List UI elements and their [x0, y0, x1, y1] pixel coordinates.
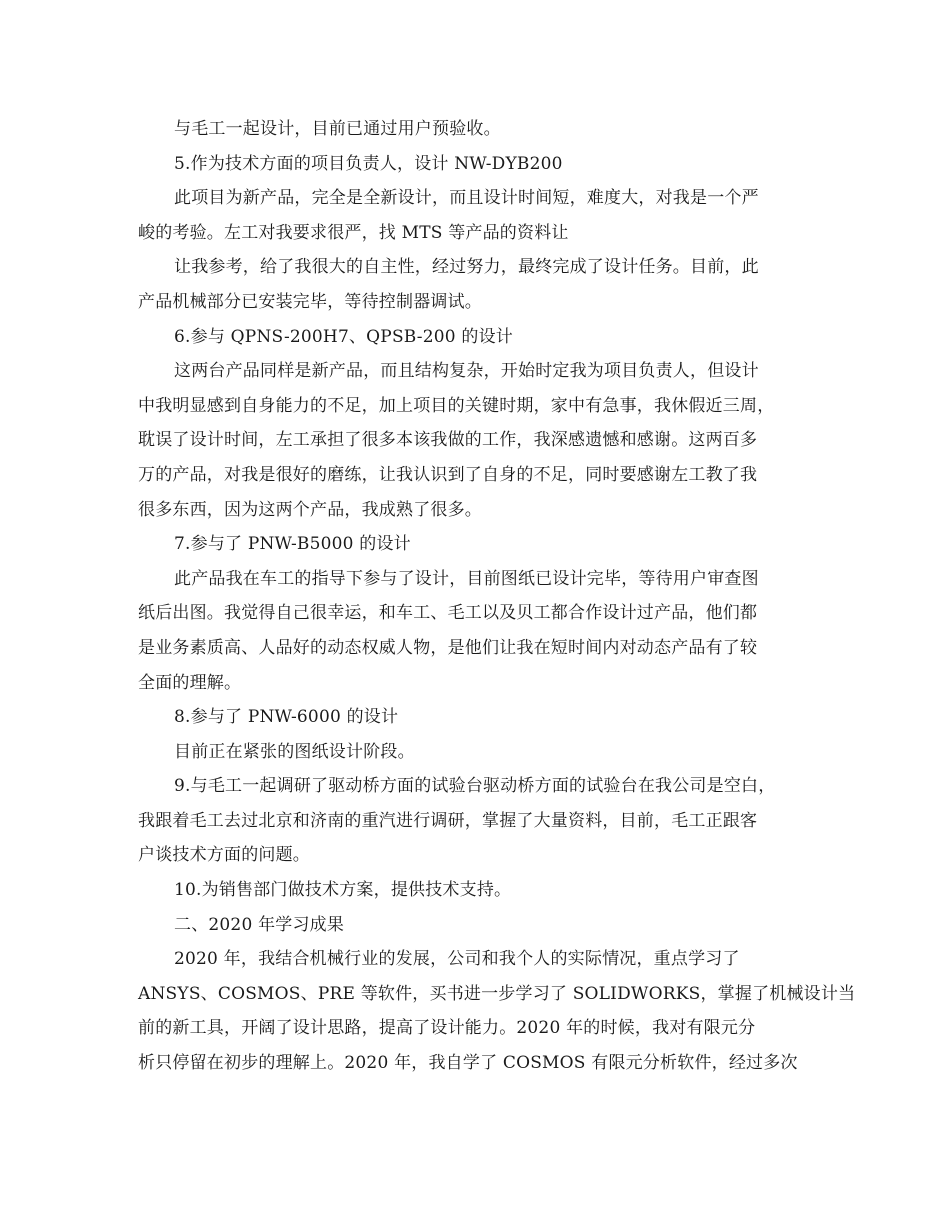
text-line: 6.参与 QPNS-200H7、QPSB-200 的设计 — [174, 326, 514, 347]
text-line: 纸后出图。我觉得自己很幸运，和车工、毛工以及贝工都合作设计过产品，他们都 — [138, 603, 758, 624]
text-line: 全面的理解。 — [138, 672, 242, 693]
document-page — [138, 112, 856, 1081]
text-line: 让我参考，给了我很大的自主性，经过努力，最终完成了设计任务。目前，此 — [174, 257, 759, 278]
text-line: 此产品我在车工的指导下参与了设计，目前图纸已设计完毕，等待用户审查图 — [174, 568, 759, 589]
text-line: 2020 年，我结合机械行业的发展，公司和我个人的实际情况，重点学习了 — [174, 949, 740, 970]
text-line: 是业务素质高、人品好的动态权威人物，是他们让我在短时间内对动态产品有了较 — [138, 637, 758, 658]
text-line: 中我明显感到自身能力的不足，加上项目的关键时期，家中有急事，我休假近三周， — [138, 395, 775, 416]
text-line: 前的新工具，开阔了设计思路，提高了设计能力。2020 年的时候，我对有限元分 — [138, 1018, 756, 1039]
text-line: 5.作为技术方面的项目负责人，设计 NW-DYB200 — [174, 153, 563, 174]
text-line: 耽误了设计时间，左工承担了很多本该我做的工作，我深感遗憾和感谢。这两百多 — [138, 430, 758, 451]
text-line: 很多东西，因为这两个产品，我成熟了很多。 — [138, 499, 482, 520]
text-line: 与毛工一起设计，目前已通过用户预验收。 — [174, 119, 501, 139]
text-line: 析只停留在初步的理解上。2020 年，我自学了 COSMOS 有限元分析软件，经过多次 — [138, 1053, 798, 1074]
text-line: 8.参与了 PNW-6000 的设计 — [174, 707, 399, 728]
text-line: 7.参与了 PNW-B5000 的设计 — [174, 534, 411, 555]
text-line: 10.为销售部门做技术方案，提供技术支持。 — [174, 880, 512, 901]
text-line: 户谈技术方面的问题。 — [138, 845, 310, 866]
text-line: 二、2020 年学习成果 — [174, 914, 345, 935]
text-line: 目前正在紧张的图纸设计阶段。 — [174, 741, 415, 762]
text-line: 9.与毛工一起调研了驱动桥方面的试验台驱动桥方面的试验台在我公司是空白， — [174, 776, 776, 797]
text-line: 峻的考验。左工对我要求很严，找 MTS 等产品的资料让 — [138, 222, 569, 243]
text-line: ANSYS、COSMOS、PRE 等软件，买书进一步学习了 SOLIDWORKS，掌握了机械设计当 — [138, 983, 856, 1004]
text-line: 我跟着毛工去过北京和济南的重汽进行调研，掌握了大量资料，目前，毛工正跟客 — [138, 810, 758, 831]
text-line: 万的产品，对我是很好的磨练，让我认识到了自身的不足，同时要感谢左工教了我 — [138, 464, 758, 485]
text-line: 此项目为新产品，完全是全新设计，而且设计时间短，难度大，对我是一个严 — [174, 188, 759, 209]
text-line: 产品机械部分已安装完毕，等待控制器调试。 — [138, 291, 482, 312]
text-line: 这两台产品同样是新产品，而且结构复杂，开始时定我为项目负责人，但设计 — [174, 361, 759, 382]
